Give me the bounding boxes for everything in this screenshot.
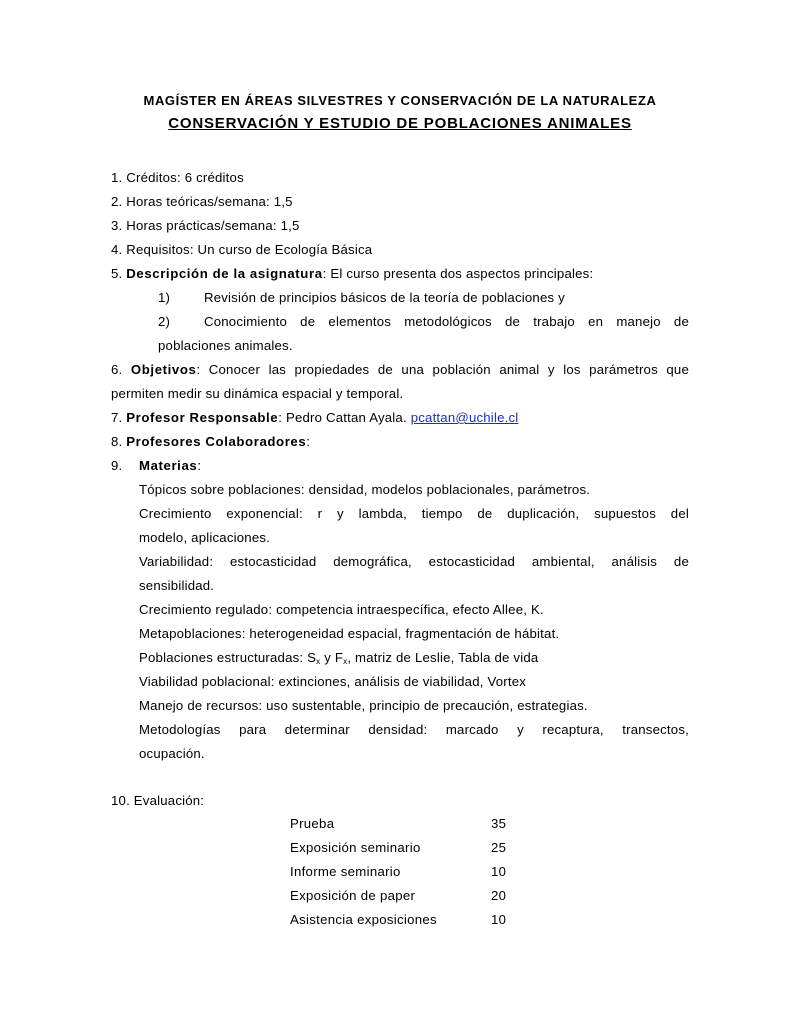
descripcion-number: 5. [111, 266, 127, 281]
materias-number: 9. [111, 458, 123, 473]
descripcion-text: : El curso presenta dos aspectos principales: [322, 266, 594, 281]
topic-variabilidad-cont: sensibilidad. [139, 578, 215, 593]
item-colaboradores [111, 434, 310, 450]
topic-crecimiento-exponencial-cont: modelo, aplicaciones. [139, 530, 271, 545]
topic-metodologias: Metodologías para determinar densidad: marcado y recaptura, transectos, [139, 722, 689, 737]
subscript-x: x [316, 657, 321, 666]
topic-metodologias-cont: ocupación. [139, 746, 205, 761]
profesor-text: : Pedro Cattan Ayala. [278, 410, 411, 425]
descripcion-sub2-text: Conocimiento de elementos metodológicos de trabajo en manejo de [204, 314, 689, 329]
descripcion-sub2-number: 2) [158, 314, 171, 329]
evaluacion-value: 25 [491, 840, 507, 855]
topic-viabilidad: Viabilidad poblacional: extinciones, análisis de viabilidad, Vortex [139, 674, 527, 689]
evaluacion-item: Prueba [290, 816, 335, 831]
objetivos-number: 6. [111, 362, 131, 377]
topic-text: , matriz de Leslie, Tabla de vida [347, 650, 539, 665]
topic-variabilidad: Variabilidad: estocasticidad demográfica, estocasticidad ambiental, análisis de [139, 554, 689, 569]
colaboradores-suffix: : [306, 434, 311, 449]
materias-heading [139, 458, 201, 474]
evaluacion-value: 10 [491, 912, 507, 927]
item-requisitos: 4. Requisitos: Un curso de Ecología Básica [111, 242, 373, 257]
evaluacion-value: 20 [491, 888, 507, 903]
topic-manejo-recursos: Manejo de recursos: uso sustentable, principio de precaución, estrategias. [139, 698, 588, 713]
objetivos-text-cont: permiten medir su dinámica espacial y temporal. [111, 386, 404, 401]
subscript-x: x [343, 657, 348, 666]
item-horas-practicas: 3. Horas prácticas/semana: 1,5 [111, 218, 300, 233]
topic-crecimiento-exponencial: Crecimiento exponencial: r y lambda, tiempo de duplicación, supuestos del [139, 506, 689, 521]
program-title: MAGÍSTER EN ÁREAS SILVESTRES Y CONSERVACIÓN DE LA NATURALEZA [143, 93, 657, 108]
evaluacion-heading: 10. Evaluación: [111, 793, 205, 808]
topic-crecimiento-regulado: Crecimiento regulado: competencia intraespecífica, efecto Allee, K. [139, 602, 544, 617]
profesor-label: Profesor Responsable [126, 410, 279, 425]
evaluacion-item: Asistencia exposiciones [290, 912, 437, 927]
item-objetivos [111, 362, 689, 378]
topic-poblaciones-estructuradas [139, 650, 538, 670]
evaluacion-item: Informe seminario [290, 864, 401, 879]
descripcion-sub1-text: Revisión de principios básicos de la teoría de poblaciones y [204, 290, 565, 305]
descripcion-sub1-number: 1) [158, 290, 171, 305]
objetivos-text: : Conocer las propiedades de una población animal y los parámetros que [196, 362, 690, 377]
descripcion-sub2-cont: poblaciones animales. [158, 338, 293, 353]
materias-suffix: : [197, 458, 202, 473]
materias-label: Materias [139, 458, 198, 473]
profesor-email-link[interactable]: pcattan@uchile.cl [410, 410, 519, 425]
item-creditos: 1. Créditos: 6 créditos [111, 170, 244, 185]
topic-topicos: Tópicos sobre poblaciones: densidad, modelos poblacionales, parámetros. [139, 482, 591, 497]
objetivos-label: Objetivos [130, 362, 197, 377]
evaluacion-item: Exposición seminario [290, 840, 421, 855]
topic-text: Poblaciones estructuradas: S [139, 650, 317, 665]
topic-text: y F [320, 650, 344, 665]
evaluacion-value: 10 [491, 864, 507, 879]
course-title: CONSERVACIÓN Y ESTUDIO DE POBLACIONES ANIMALES [168, 115, 632, 132]
evaluacion-item: Exposición de paper [290, 888, 416, 903]
topic-metapoblaciones: Metapoblaciones: heterogeneidad espacial, fragmentación de hábitat. [139, 626, 560, 641]
colaboradores-label: Profesores Colaboradores [126, 434, 307, 449]
colaboradores-number: 8. [111, 434, 127, 449]
item-horas-teoricas: 2. Horas teóricas/semana: 1,5 [111, 194, 293, 209]
evaluacion-value: 35 [491, 816, 507, 831]
item-descripcion [111, 266, 593, 282]
descripcion-label: Descripción de la asignatura [126, 266, 323, 281]
profesor-number: 7. [111, 410, 127, 425]
item-profesor [111, 410, 518, 426]
